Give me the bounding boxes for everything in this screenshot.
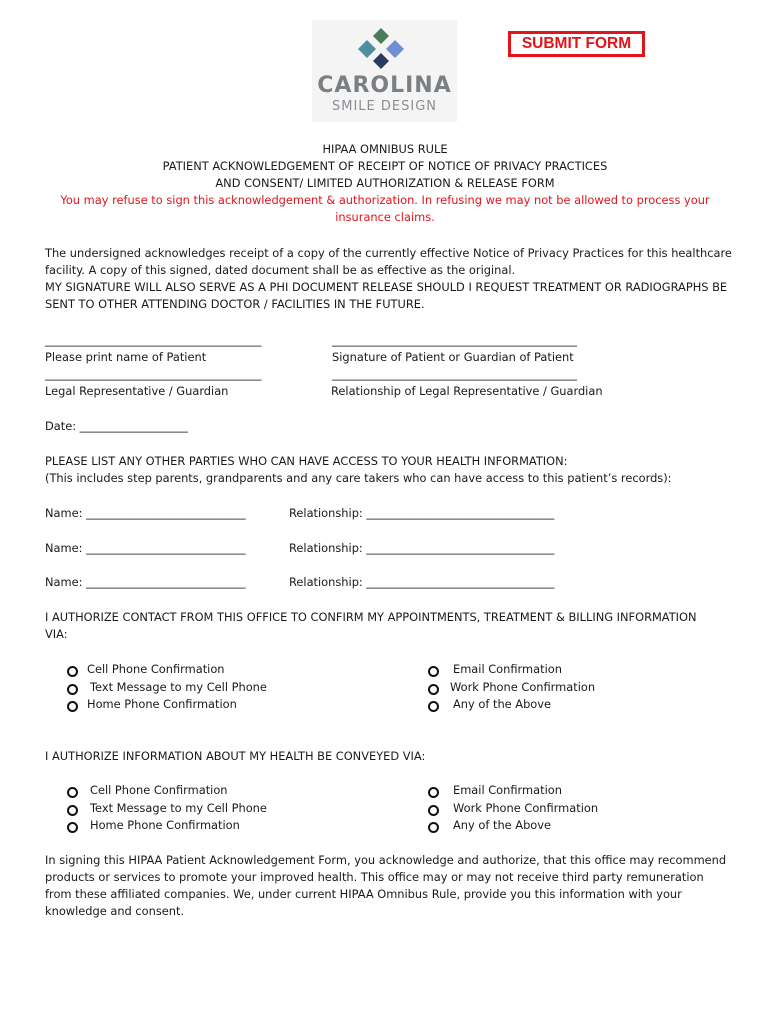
parties-heading: PLEASE LIST ANY OTHER PARTIES WHO CAN HAVE ACCESS TO YOUR HEALTH INFORMATION: [45, 454, 568, 468]
contact-radio-text-message[interactable] [67, 684, 78, 695]
date-field[interactable]: Date: ___________________ [45, 419, 188, 433]
health-radio-cell-phone[interactable] [67, 787, 78, 798]
health-radio-any[interactable] [428, 822, 439, 833]
health-radio-work-phone[interactable] [428, 805, 439, 816]
health-option-work-phone: Work Phone Confirmation [453, 801, 599, 815]
contact-radio-any[interactable] [428, 701, 439, 712]
contact-option-any: Any of the Above [453, 697, 552, 711]
closing-line3: from these affiliated companies. We, under current HIPAA Omnibus Rule, provide you this information with your [45, 887, 682, 901]
legal-rep-label: Legal Representative / Guardian [45, 384, 229, 398]
logo-diamond-teal [358, 40, 376, 58]
contact-option-text-message: Text Message to my Cell Phone [90, 680, 267, 694]
health-option-text-message: Text Message to my Cell Phone [90, 801, 267, 815]
patient-signature-field[interactable]: ___________________________________________ [332, 333, 577, 347]
health-radio-home-phone[interactable] [67, 822, 78, 833]
closing-line4: knowledge and consent. [45, 904, 185, 918]
patient-name-field[interactable]: ______________________________________ [45, 333, 262, 347]
form-title-line1: HIPAA OMNIBUS RULE [322, 142, 448, 156]
contact-radio-cell-phone[interactable] [67, 666, 78, 677]
patient-name-label: Please print name of Patient [45, 350, 207, 364]
party-relationship-field-3[interactable]: Relationship: _________________________________ [289, 575, 555, 589]
contact-radio-email[interactable] [428, 666, 439, 677]
health-option-home-phone: Home Phone Confirmation [90, 818, 240, 832]
logo-diamond-blue [386, 40, 404, 58]
form-title-line2: PATIENT ACKNOWLEDGEMENT OF RECEIPT OF NOTICE OF PRIVACY PRACTICES [162, 159, 608, 173]
closing-line1: In signing this HIPAA Patient Acknowledgement Form, you acknowledge and authorize, that this office may recommend [45, 853, 727, 867]
legal-rep-field[interactable]: ______________________________________ [45, 367, 262, 381]
party-relationship-field-2[interactable]: Relationship: _________________________________ [289, 541, 555, 555]
health-option-cell-phone: Cell Phone Confirmation [90, 783, 228, 797]
form-title-line3: AND CONSENT/ LIMITED AUTHORIZATION & RELEASE FORM [215, 176, 555, 190]
health-radio-email[interactable] [428, 787, 439, 798]
health-option-any: Any of the Above [453, 818, 552, 832]
intro-line3: MY SIGNATURE WILL ALSO SERVE AS A PHI DOCUMENT RELEASE SHOULD I REQUEST TREATMENT OR RADIOGRAPHS BE [45, 280, 728, 294]
patient-signature-label: Signature of Patient or Guardian of Patient [332, 350, 574, 364]
submit-form-button[interactable]: SUBMIT FORM [508, 31, 645, 57]
health-radio-text-message[interactable] [67, 805, 78, 816]
health-option-email: Email Confirmation [453, 783, 562, 797]
contact-option-email: Email Confirmation [453, 662, 562, 676]
contact-auth-heading-via: VIA: [45, 627, 68, 641]
relationship-label: Relationship of Legal Representative / Guardian [331, 384, 603, 398]
party-name-field-2[interactable]: Name: ____________________________ [45, 541, 246, 555]
contact-radio-home-phone[interactable] [67, 701, 78, 712]
contact-radio-work-phone[interactable] [428, 684, 439, 695]
logo-diamond-green [373, 28, 389, 44]
contact-option-work-phone: Work Phone Confirmation [450, 680, 596, 694]
party-name-field-3[interactable]: Name: ____________________________ [45, 575, 246, 589]
party-relationship-field-1[interactable]: Relationship: _________________________________ [289, 506, 555, 520]
practice-logo [312, 20, 457, 122]
refusal-warning-line2: insurance claims. [335, 210, 435, 224]
logo-brand-text: CAROLINA [317, 73, 452, 98]
contact-option-home-phone: Home Phone Confirmation [87, 697, 237, 711]
relationship-field[interactable]: ___________________________________________ [332, 367, 577, 381]
parties-subheading: (This includes step parents, grandparents and any care takers who can have access to this patient’s records): [45, 471, 672, 485]
party-name-field-1[interactable]: Name: ____________________________ [45, 506, 246, 520]
intro-line2: facility. A copy of this signed, dated document shall be as effective as the original. [45, 263, 516, 277]
diamond-logo-icon [312, 20, 457, 76]
logo-sub-text: SMILE DESIGN [332, 99, 437, 114]
intro-line1: The undersigned acknowledges receipt of a copy of the currently effective Notice of Privacy Practices for this healthcare [45, 246, 732, 260]
closing-line2: products or services to promote your improved health. This office may or may not receive third party remuneration [45, 870, 704, 884]
intro-line4: SENT TO OTHER ATTENDING DOCTOR / FACILITIES IN THE FUTURE. [45, 297, 425, 311]
contact-auth-heading: I AUTHORIZE CONTACT FROM THIS OFFICE TO CONFIRM MY APPOINTMENTS, TREATMENT & BILLING INFORMATION [45, 610, 697, 624]
refusal-warning-line1: You may refuse to sign this acknowledgement & authorization. In refusing we may not be allowed to process your [60, 193, 710, 207]
logo-diamond-navy [373, 53, 389, 69]
health-auth-heading: I AUTHORIZE INFORMATION ABOUT MY HEALTH BE CONVEYED VIA: [45, 749, 426, 763]
contact-option-cell-phone: Cell Phone Confirmation [87, 662, 225, 676]
